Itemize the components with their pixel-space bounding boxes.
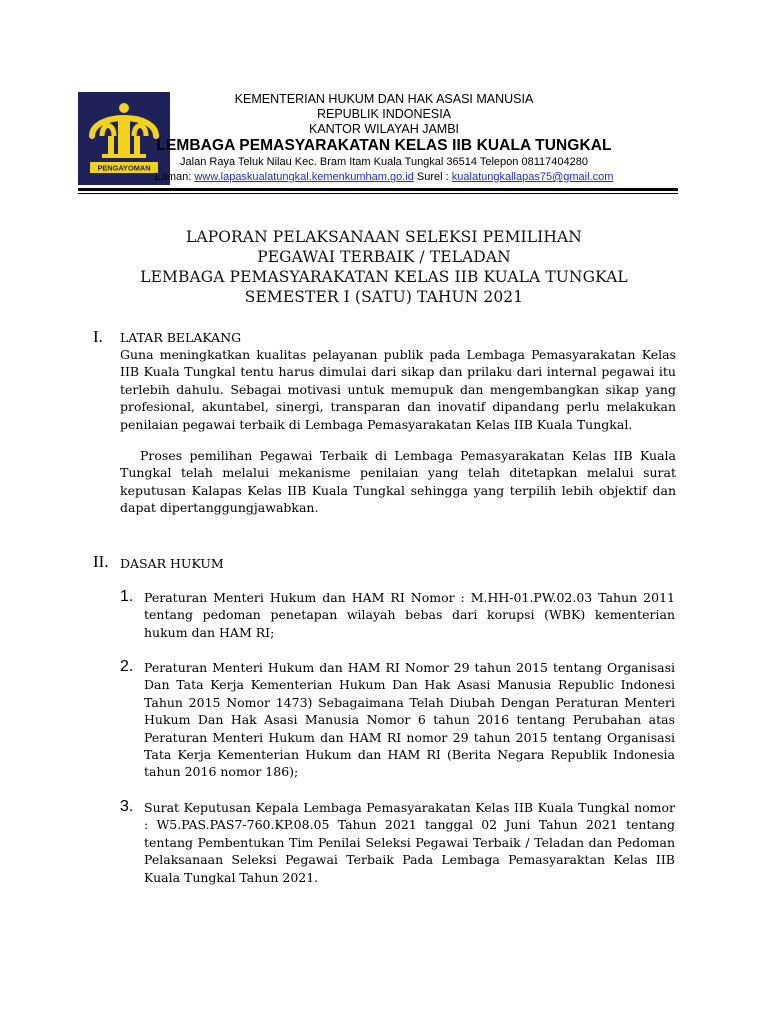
legal-item-1: Peraturan Menteri Hukum dan HAM RI Nomor : M.HH-01.PW.02.03 Tahun 2011 tentang pedoman penetapan wilayah bebas dari korupsi (WBK) kementerian hukum dan HAM RI; [144, 590, 675, 640]
address-line: Jalan Raya Teluk Nilau Kec. Bram Itam Kuala Tungkal 36514 Telepon 08117404280 [180, 156, 588, 168]
letterhead [0, 0, 768, 200]
website-link[interactable]: www.lapaskualatungkal.kemenkumham.go.id [194, 171, 414, 183]
republic-name: REPUBLIK INDONESIA [316, 107, 452, 121]
letterhead-thin-rule [78, 193, 678, 194]
title-line-4: SEMESTER I (SATU) TAHUN 2021 [244, 288, 524, 306]
legal-item-number-2: 2. [120, 658, 134, 675]
legal-item-number-3: 3. [120, 798, 134, 815]
section-2-numeral: II. [93, 552, 109, 571]
legal-item-number-1: 1. [120, 588, 134, 605]
contact-line [0, 171, 768, 183]
section-1-heading: LATAR BELAKANG [120, 330, 242, 345]
section-1-numeral: I. [93, 327, 103, 346]
section-1-paragraph-1: Guna meningkatkan kualitas pelayanan publik pada Lembaga Pemasyarakatan Kelas IIB Kuala Tungkal tentu harus dimulai dari sikap dan prilaku dari internal pegawai itu terlebih dahulu. Sebagai motivasi untuk memupuk dan mengembangkan sikap yang profesional, akuntabel, sinergi, transparan dan inovatif dipandang perlu melakukan penilaian pegawai terbaik di Lembaga Pemasyarakatan Kelas IIB Kuala Tungkal. [120, 347, 676, 432]
section-2-heading: DASAR HUKUM [120, 556, 224, 571]
title-line-2: PEGAWAI TERBAIK / TELADAN [257, 248, 511, 266]
ministry-name: KEMENTERIAN HUKUM DAN HAK ASASI MANUSIA [234, 92, 534, 106]
legal-item-3: Surat Keputusan Kepala Lembaga Pemasyarakatan Kelas IIB Kuala Tungkal nomor : W5.PAS.PAS7-760.KP.08.05 Tahun 2021 tanggal 02 Juni Tahun 2021 tentang tentang Pembentukan Tim Penilai Seleksi Pegawai Terbaik / Teladan dan Pedoman Pelaksanaan Seleksi Pegawai Terbaik Pada Lembaga Pemasyaraktan Kelas IIB Kuala Tungkal Tahun 2021. [144, 800, 675, 885]
institution-name: LEMBAGA PEMASYARAKATAN KELAS IIB KUALA TUNGKAL [156, 137, 612, 154]
letterhead-thick-rule [78, 188, 678, 191]
title-line-1: LAPORAN PELAKSANAAN SELEKSI PEMILIHAN [186, 228, 582, 246]
legal-item-2: Peraturan Menteri Hukum dan HAM RI Nomor 29 tahun 2015 tentang Organisasi Dan Tata Kerja Kementerian Hukum Dan Hak Asasi Manusia Republic Indonesi Tahun 2015 Nomor 1473) Sebagaimana Telah Diubah Dengan Peraturan Menteri Hukum Dan Hak Asasi Manusia Nomor 6 tahun 2016 tentang Perubahan atas Peraturan Menteri Hukum dan HAM RI nomor 29 tahun 2015 tentang Organisasi Tata Kerja Kementerian Hukum dan HAM RI (Berita Negara Republik Indonesia tahun 2016 nomor 186); [144, 660, 675, 780]
svg-text:PENGAYOMAN: PENGAYOMAN [97, 163, 151, 173]
email-label: Surel : [413, 171, 452, 183]
website-label: Laman: [154, 171, 195, 183]
title-line-3: LEMBAGA PEMASYARAKATAN KELAS IIB KUALA TUNGKAL [140, 268, 628, 286]
regional-office: KANTOR WILAYAH JAMBI [308, 122, 460, 136]
email-link[interactable]: kualatungkallapas75@gmail.com [451, 171, 614, 183]
section-1-paragraph-2: Proses pemilihan Pegawai Terbaik di Lembaga Pemasyarakatan Kelas IIB Kuala Tungkal telah melalui mekanisme penilaian yang telah ditetapkan melalui surat keputusan Kalapas Kelas IIB Kuala Tungkal sehingga yang terpilih lebih objektif dan dapat dipertanggungjawabkan. [120, 448, 676, 516]
